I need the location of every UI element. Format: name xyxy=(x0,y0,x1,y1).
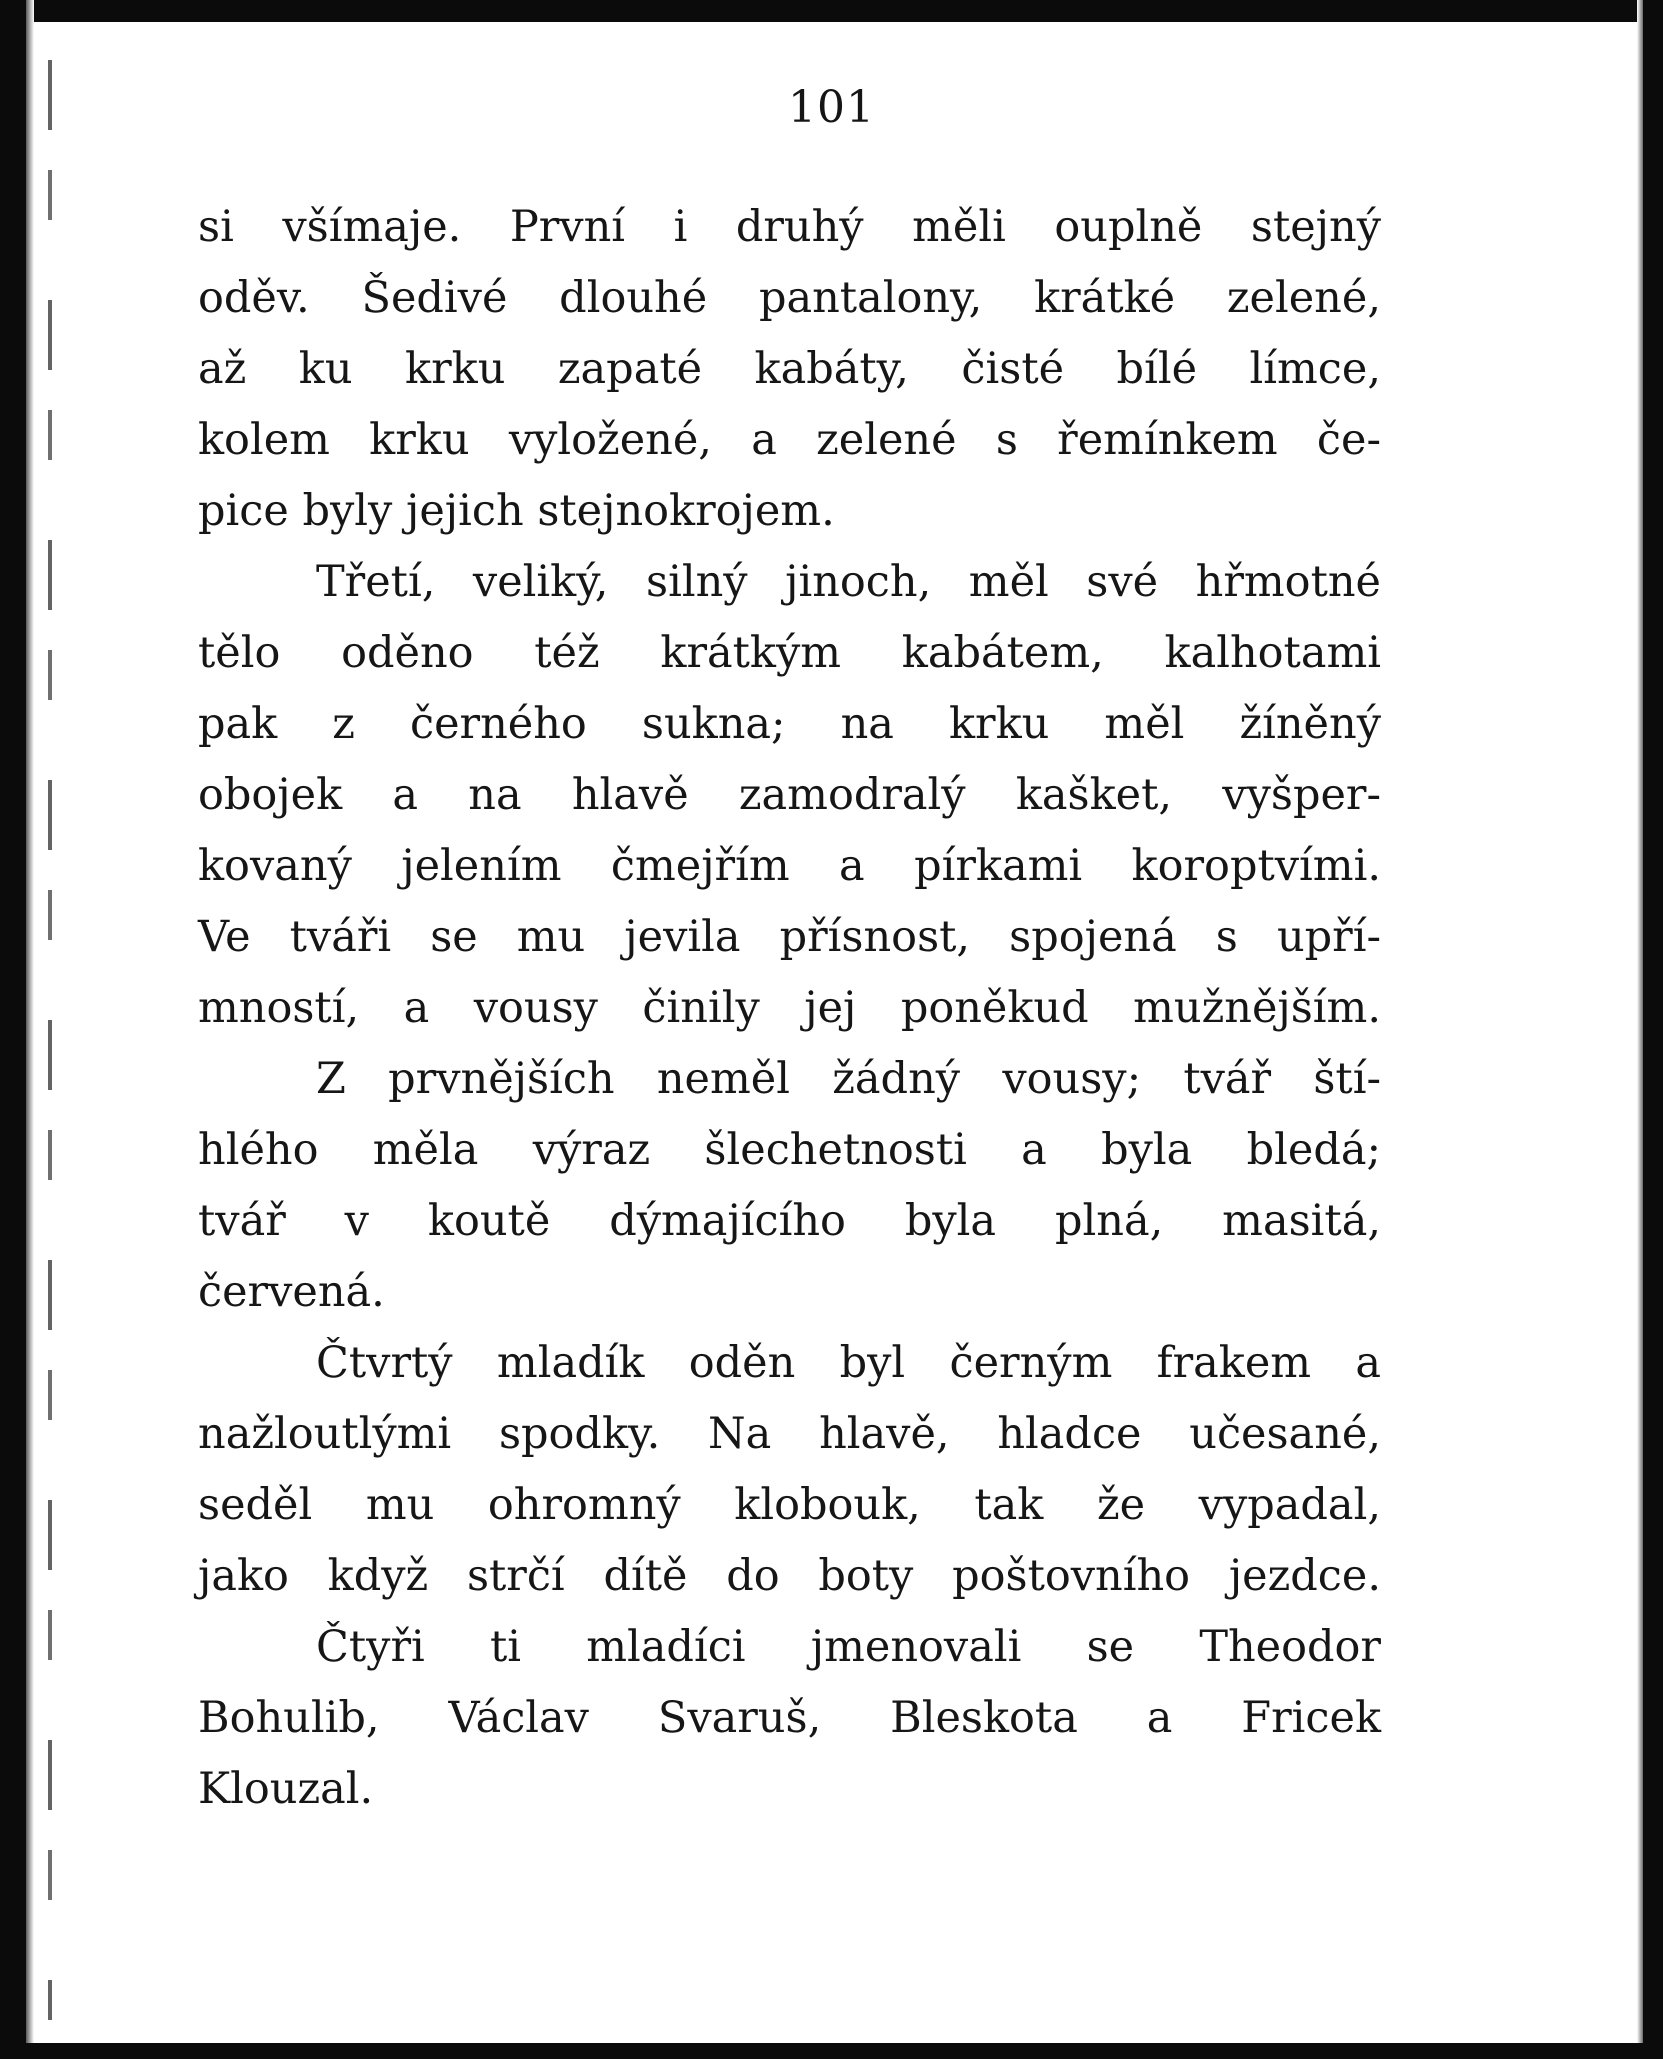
text-line: Třetí, veliký, silný jinoch, měl své hřmotné xyxy=(316,557,1381,607)
page-number: 101 xyxy=(788,82,875,133)
binding-gutter xyxy=(48,60,52,2020)
text-line: kolem krku vyložené, a zelené s řemínkem če- xyxy=(198,415,1381,465)
text-line: Čtyři ti mladíci jmenovali se Theodor xyxy=(316,1622,1381,1672)
text-line: Klouzal. xyxy=(198,1764,374,1814)
text-line: Čtvrtý mladík oděn byl černým frakem a xyxy=(316,1338,1381,1388)
scan-border-right xyxy=(1643,0,1663,2059)
scan-shadow-right xyxy=(1637,0,1643,2059)
scan-border-top xyxy=(0,0,1663,22)
scan-border-bottom xyxy=(0,2043,1663,2059)
text-line: pak z černého sukna; na krku měl žíněný xyxy=(198,699,1381,749)
text-line: nažloutlými spodky. Na hlavě, hladce učesané, xyxy=(198,1409,1381,1459)
text-line: hlého měla výraz šlechetnosti a byla bledá; xyxy=(198,1125,1381,1175)
text-line: červená. xyxy=(198,1267,385,1317)
text-line: Z prvnějších neměl žádný vousy; tvář ští- xyxy=(316,1054,1381,1104)
text-line: až ku krku zapaté kabáty, čisté bílé límce, xyxy=(198,344,1381,394)
text-line: si všímaje. První i druhý měli ouplně stejný xyxy=(198,202,1381,252)
scan-border-left xyxy=(0,0,26,2059)
body-text xyxy=(198,192,1381,1825)
text-line: Ve tváři se mu jevila přísnost, spojená s upří- xyxy=(198,912,1381,962)
text-line: oděv. Šedivé dlouhé pantalony, krátké zelené, xyxy=(198,273,1381,323)
text-line: tvář v koutě dýmajícího byla plná, masitá, xyxy=(198,1196,1381,1246)
text-line: mností, a vousy činily jej poněkud mužnějším. xyxy=(198,983,1381,1033)
text-line: obojek a na hlavě zamodralý kašket, vyšper- xyxy=(198,770,1381,820)
text-line: kovaný jelením čmejřím a pírkami koroptvími. xyxy=(198,841,1381,891)
text-line: Bohulib, Václav Svaruš, Bleskota a Fricek xyxy=(198,1693,1381,1743)
text-line: jako když strčí dítě do boty poštovního jezdce. xyxy=(198,1551,1381,1601)
text-line: seděl mu ohromný klobouk, tak že vypadal, xyxy=(198,1480,1381,1530)
text-line: tělo oděno též krátkým kabátem, kalhotami xyxy=(198,628,1381,678)
text-line: pice byly jejich stejnokrojem. xyxy=(198,486,835,536)
scan-shadow-left xyxy=(26,0,34,2059)
